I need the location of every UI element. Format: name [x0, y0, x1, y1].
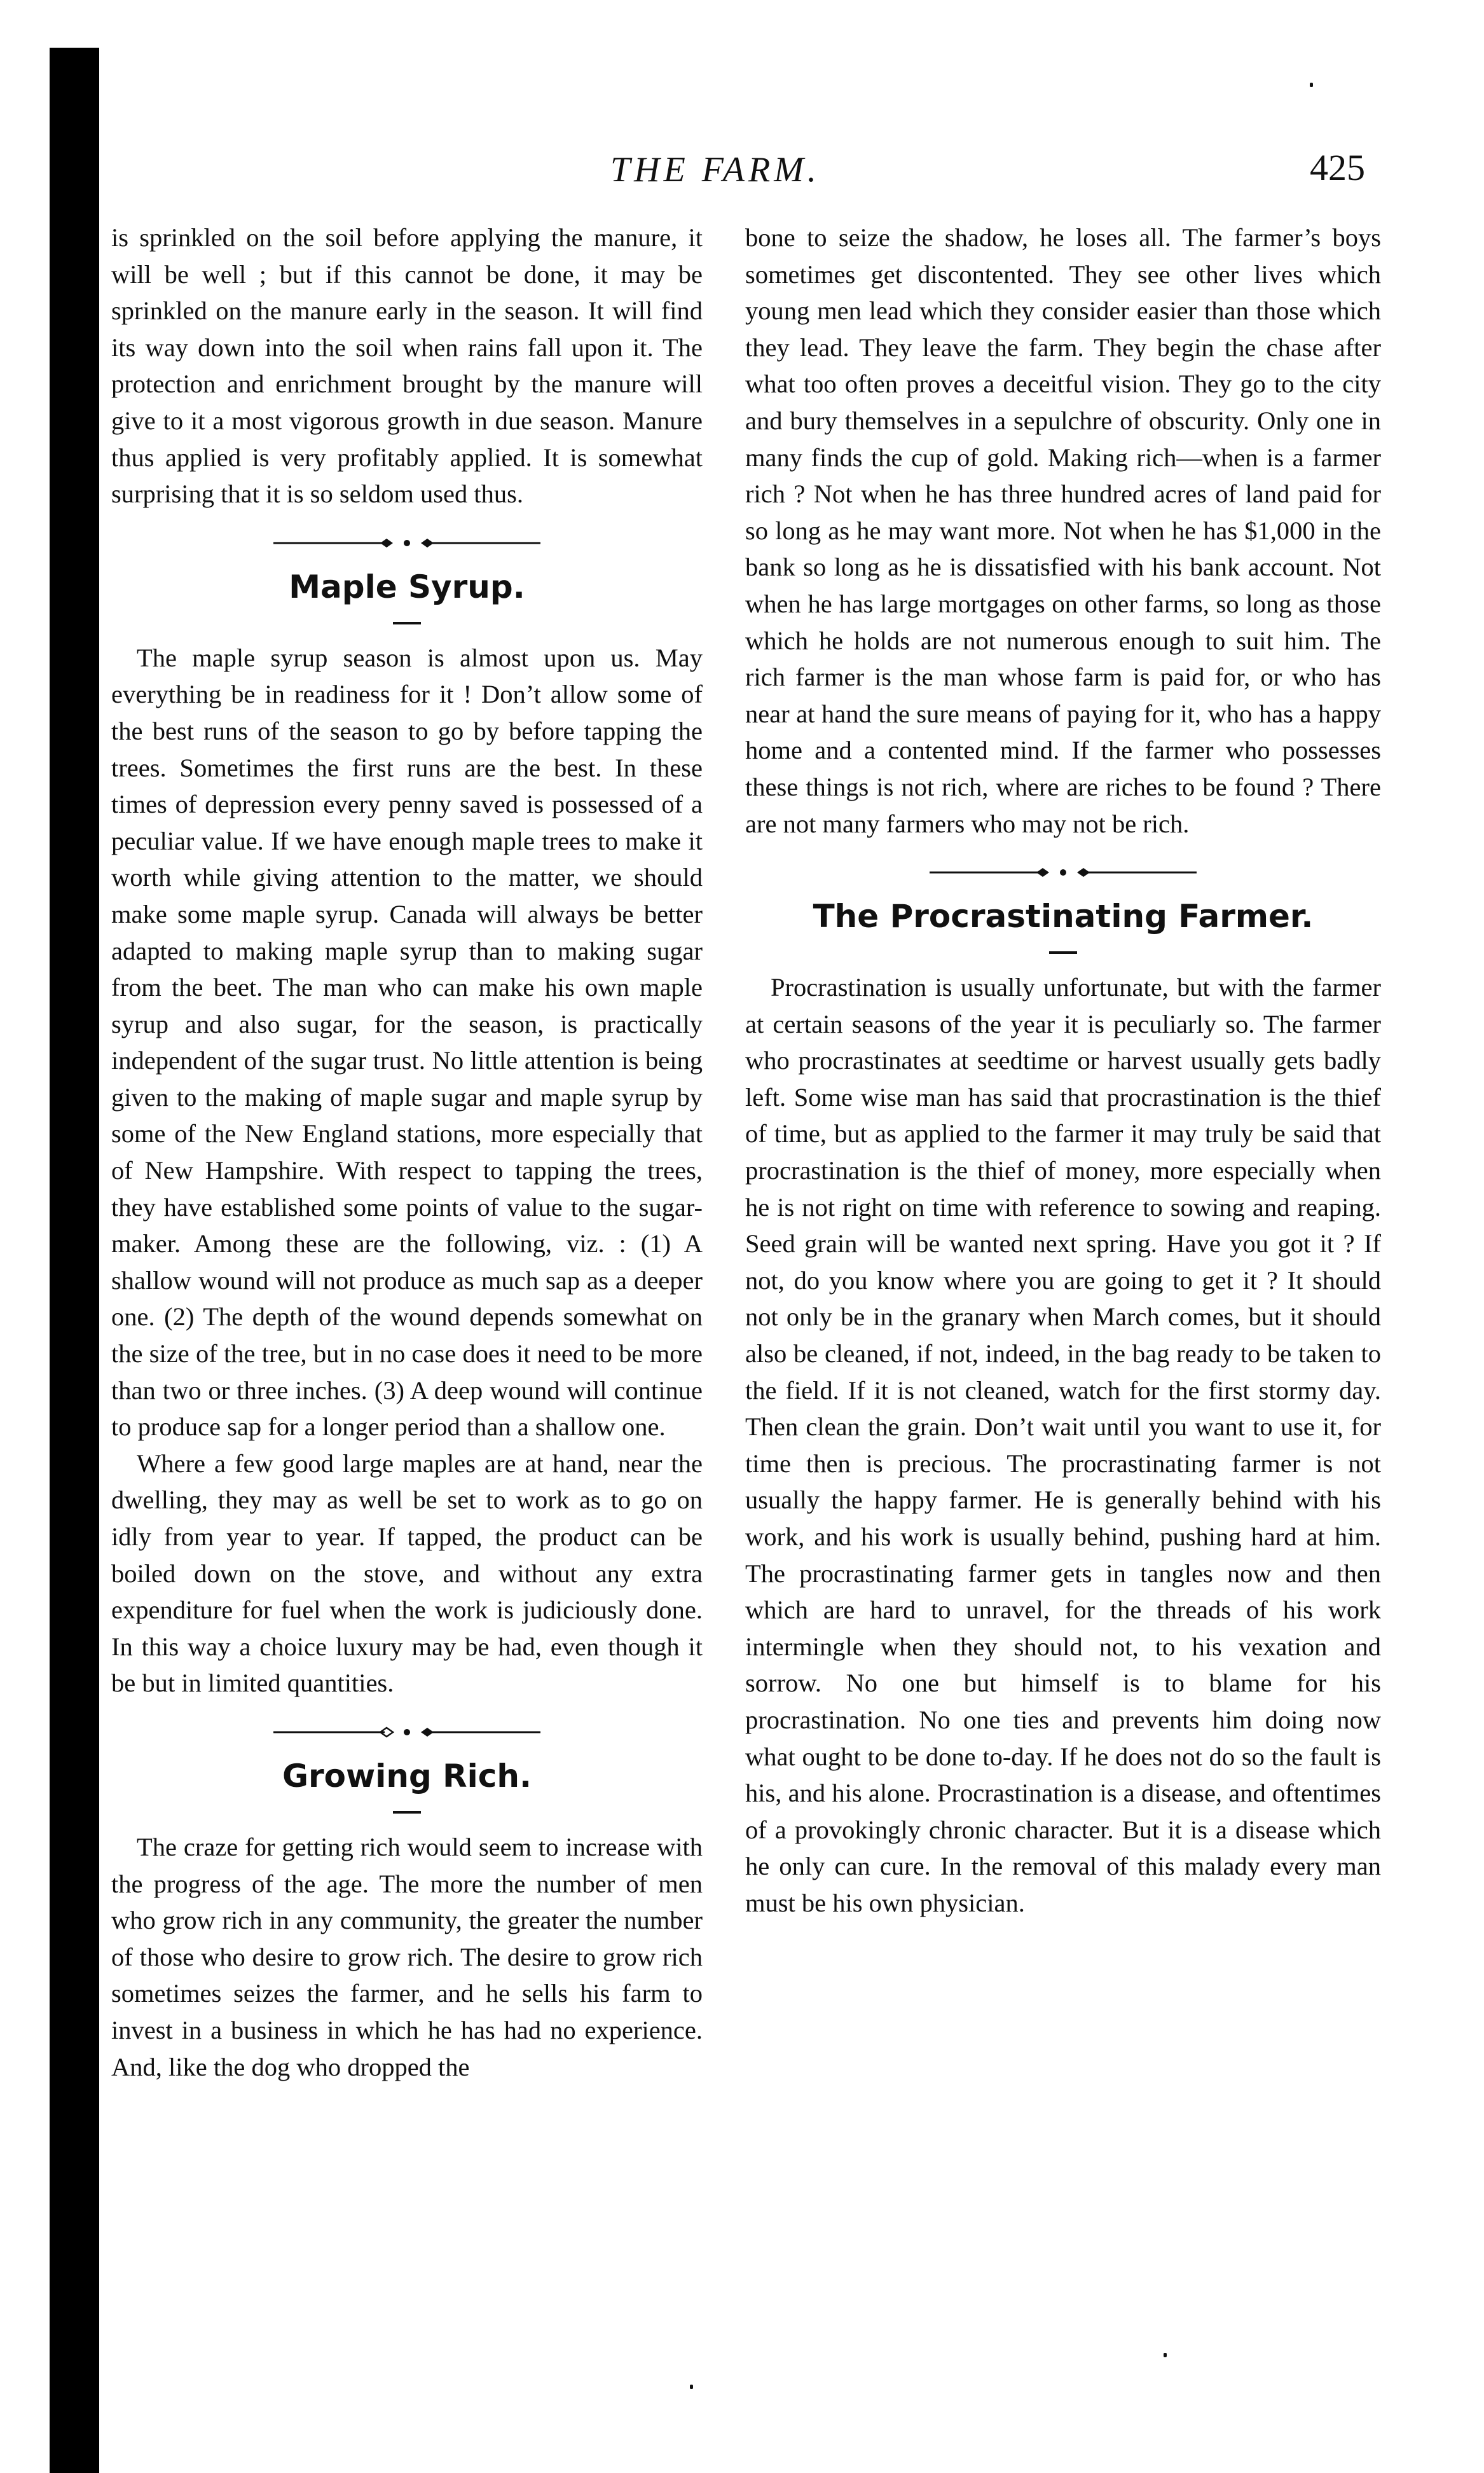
ornament-divider-icon	[111, 1719, 703, 1745]
article-paragraph: Where a few good large maples are at hand, near the dwelling, they may as well be set to work as to go on idly from year to year. If tapped, the product can be boiled down on the stove, and without any extra expenditure for fuel when the work is judiciously done. In this way a choice luxury may be had, even though it be but in limited quantities.	[111, 1449, 703, 1698]
right-column	[745, 219, 1381, 1922]
continued-paragraph: bone to seize the shadow, he loses all. The farmer’s boys sometimes get discontented. They see other lives which young men lead which they consider easier than those which they lead. They leave the farm. They begin the chase after what too often proves a deceitful vision. They go to the city and bury themselves in a sepulchre of obscurity. Only one in many finds the cup of gold. Making rich—when is a farmer rich ? Not when he has three hundred acres of land paid for so long as he may want more. Not when he has $1,000 in the bank so long as he is dissatisfied with his bank account. Not when he has large mortgages on other farms, so long as those which he holds are not numerous enough to suit him. The rich farmer is the man whose farm is paid for, or who has near at hand the sure means of paying for it, who has a happy home and a contented mind. If the farmer who possesses these things is not rich, where are riches to be found ? There are not many farmers who may not be rich.	[745, 223, 1381, 838]
title-dash	[393, 622, 421, 624]
article-paragraph: Procrastination is usually unfortunate, but with the farmer at certain seasons of the year it is peculiarly so. The farmer who procrastinates at seedtime or harvest usually gets badly left. Some wise man has said that procrastination is the thief of time, but as applied to the farmer it may truly be said that procrastination is the thief of money, more especially when he is not right on time with reference to sowing and reaping. Seed grain will be wanted next spring. Have you got it ? If not, do you know where you are going to get it ? It should not only be in the granary when March comes, but it should also be cleaned, if not, indeed, in the bag ready to be taken to the field. If it is not cleaned, watch for the first stormy day. Then clean the grain. Don’t wait until you want to use it, for time then is precious. The procrastinating farmer is not usually the happy farmer. He is generally behind with his work, and his work is usually behind, pushing hard at him. The procrastinating farmer gets in tangles now and then which are hard to unravel, for the threads of his work intermingle when they should not, to his vexation and sorrow. No one but himself is to blame for his procrastination. No one ties and prevents him doing now what ought to be done to-day. If he does not do so the fault is his, and his alone. Procrastination is a disease, and oftentimes of a provokingly chronic character. But it is a disease which he only can cure. In the removal of this malady every man must be his own physician.	[745, 973, 1381, 1917]
left-column	[111, 219, 703, 2085]
running-title: THE FARM.	[610, 150, 820, 189]
article-paragraph: The craze for getting rich would seem to increase with the progress of the age. The more the number of men who grow rich in any community, the greater the number of those who desire to grow rich. The desire to grow rich sometimes seizes the farmer, and he sells his farm to invest in a business in which he has had no experience. And, like the dog who dropped the	[111, 1832, 703, 2081]
page-number: 425	[1310, 147, 1365, 188]
article-title-growing-rich: Growing Rich.	[282, 1757, 532, 1794]
article-title-maple-syrup: Maple Syrup.	[289, 568, 525, 605]
ornament-divider-icon	[745, 860, 1381, 885]
title-dash	[393, 1811, 421, 1814]
scan-binding-shadow	[50, 48, 99, 2473]
continued-paragraph: is sprinkled on the soil before applying the manure, it will be well ; but if this cannot be done, it may be sprinkled on the manure early in the season. It will find its way down into the soil when rains fall upon it. The protection and enrichment brought by the manure will give to it a most vigorous growth in due season. Manure thus applied is very profitably applied. It is somewhat surprising that it is so seldom used thus.	[111, 223, 703, 509]
article-paragraph: The maple syrup season is almost upon us. May everything be in readiness for it ! Don’t allow some of the best runs of the season to go by before tapping the trees. Sometimes the first runs are the best. In these times of depression every penny saved is possessed of a peculiar value. If we have enough maple trees to make it worth while giving attention to the matter, we should make some maple syrup. Canada will always be better adapted to making maple syrup than to making sugar from the beet. The man who can make his own maple syrup and also sugar, for the season, is practically independent of the sugar trust. No little attention is being given to the making of maple sugar and maple syrup by some of the New England stations, more especially that of New Hampshire. With respect to tapping the trees, they have established some points of value to the sugar-maker. Among these are the following, viz. : (1) A shallow wound will not produce as much sap as a deeper one. (2) The depth of the wound depends somewhat on the size of the tree, but in no case does it need to be more than two or three inches. (3) A deep wound will continue to produce sap for a longer period than a shallow one.	[111, 643, 703, 1442]
ornament-divider-icon	[111, 530, 703, 556]
article-title-procrastinating-farmer: The Procrastinating Farmer.	[813, 898, 1314, 935]
title-dash	[1049, 951, 1077, 954]
scan-speck	[1310, 83, 1313, 87]
scan-speck	[690, 2385, 693, 2389]
scan-speck	[1164, 2353, 1167, 2357]
